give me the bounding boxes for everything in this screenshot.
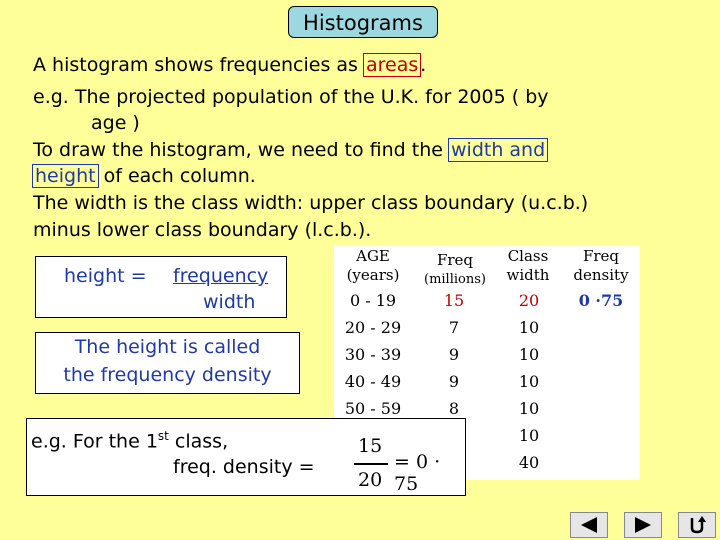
formula-denominator: width [203,291,256,313]
header-class-width-line2: width [506,266,550,284]
cell-width: 20 [518,291,540,310]
intro-text-4: To draw the histogram, we need to find the [33,139,449,161]
cell-density: 0 ·75 [578,291,624,310]
intro-line-3: age ) [91,112,140,134]
forward-button[interactable] [624,512,662,538]
cell-age: 0 - 19 [349,291,397,310]
width-and-highlight: width and [451,139,546,161]
intro-text: A histogram shows frequencies as [33,54,364,76]
cell-width: 10 [518,399,540,418]
forward-icon [633,516,653,534]
return-button[interactable] [678,512,716,538]
height-formula-box [35,256,287,318]
header-freq [414,251,496,289]
cell-width: 10 [518,345,540,364]
header-class-width-line1: Class [507,247,549,265]
back-button[interactable] [570,512,608,538]
cell-width: 10 [518,318,540,337]
table-row [334,318,640,340]
fraction-numerator: 15 [358,435,383,457]
cell-freq: 8 [448,399,460,418]
cell-age: 20 - 29 [344,318,402,337]
example-line-2: freq. density = [173,456,315,478]
height-highlight: height [35,165,96,187]
cell-freq: 15 [443,291,465,310]
fraction-result: = 0 · 75 [394,451,441,495]
formula-numerator: frequency [173,265,269,287]
intro-line-4 [33,137,547,163]
table-row [334,372,640,394]
header-freq-density [566,247,636,285]
areas-highlight: areas [365,54,419,76]
example-text-end: class, [168,430,229,453]
intro-line-7: minus lower class boundary (l.c.b.). [33,219,372,241]
example-box [26,418,466,496]
intro-period: . [420,54,427,76]
note-line-1: The height is called [74,336,261,358]
note-line-2: the frequency density [63,364,272,386]
cell-width: 10 [518,372,540,391]
cell-freq: 9 [448,345,460,364]
example-text: e.g. For the 1 [31,430,158,453]
header-freq-density-line2: density [573,266,629,284]
back-icon [579,516,599,534]
header-freq-line1: Freq [436,251,474,269]
cell-width: 40 [518,453,540,472]
cell-age: 50 - 59 [344,399,402,418]
intro-line-5 [33,163,256,189]
frequency-density-note [35,332,300,394]
cell-freq: 7 [448,318,460,337]
fraction-denominator: 20 [358,469,383,491]
cell-age: 40 - 49 [344,372,402,391]
return-icon [687,515,707,535]
intro-text-5: of each column. [97,165,256,187]
header-freq-density-line1: Freq [582,247,620,265]
header-class-width [494,247,562,285]
table-row [334,345,640,367]
header-age [334,247,412,285]
cell-freq: 9 [448,372,460,391]
cell-width: 10 [518,426,540,445]
slide-title: Histograms [288,6,438,38]
intro-line-1 [33,52,426,78]
header-age-line1: AGE [356,247,390,265]
example-superscript: st [157,429,169,443]
table-row [334,291,640,313]
formula-lhs: height = [64,265,147,287]
fraction-bar [354,463,388,465]
intro-line-2: e.g. The projected population of the U.K. for 2005 ( by [33,86,549,108]
header-age-line2: (years) [346,266,400,284]
cell-age: 30 - 39 [344,345,402,364]
intro-line-6: The width is the class width: upper class boundary (u.c.b.) [33,192,589,214]
header-freq-line2: (millions) [424,272,486,287]
